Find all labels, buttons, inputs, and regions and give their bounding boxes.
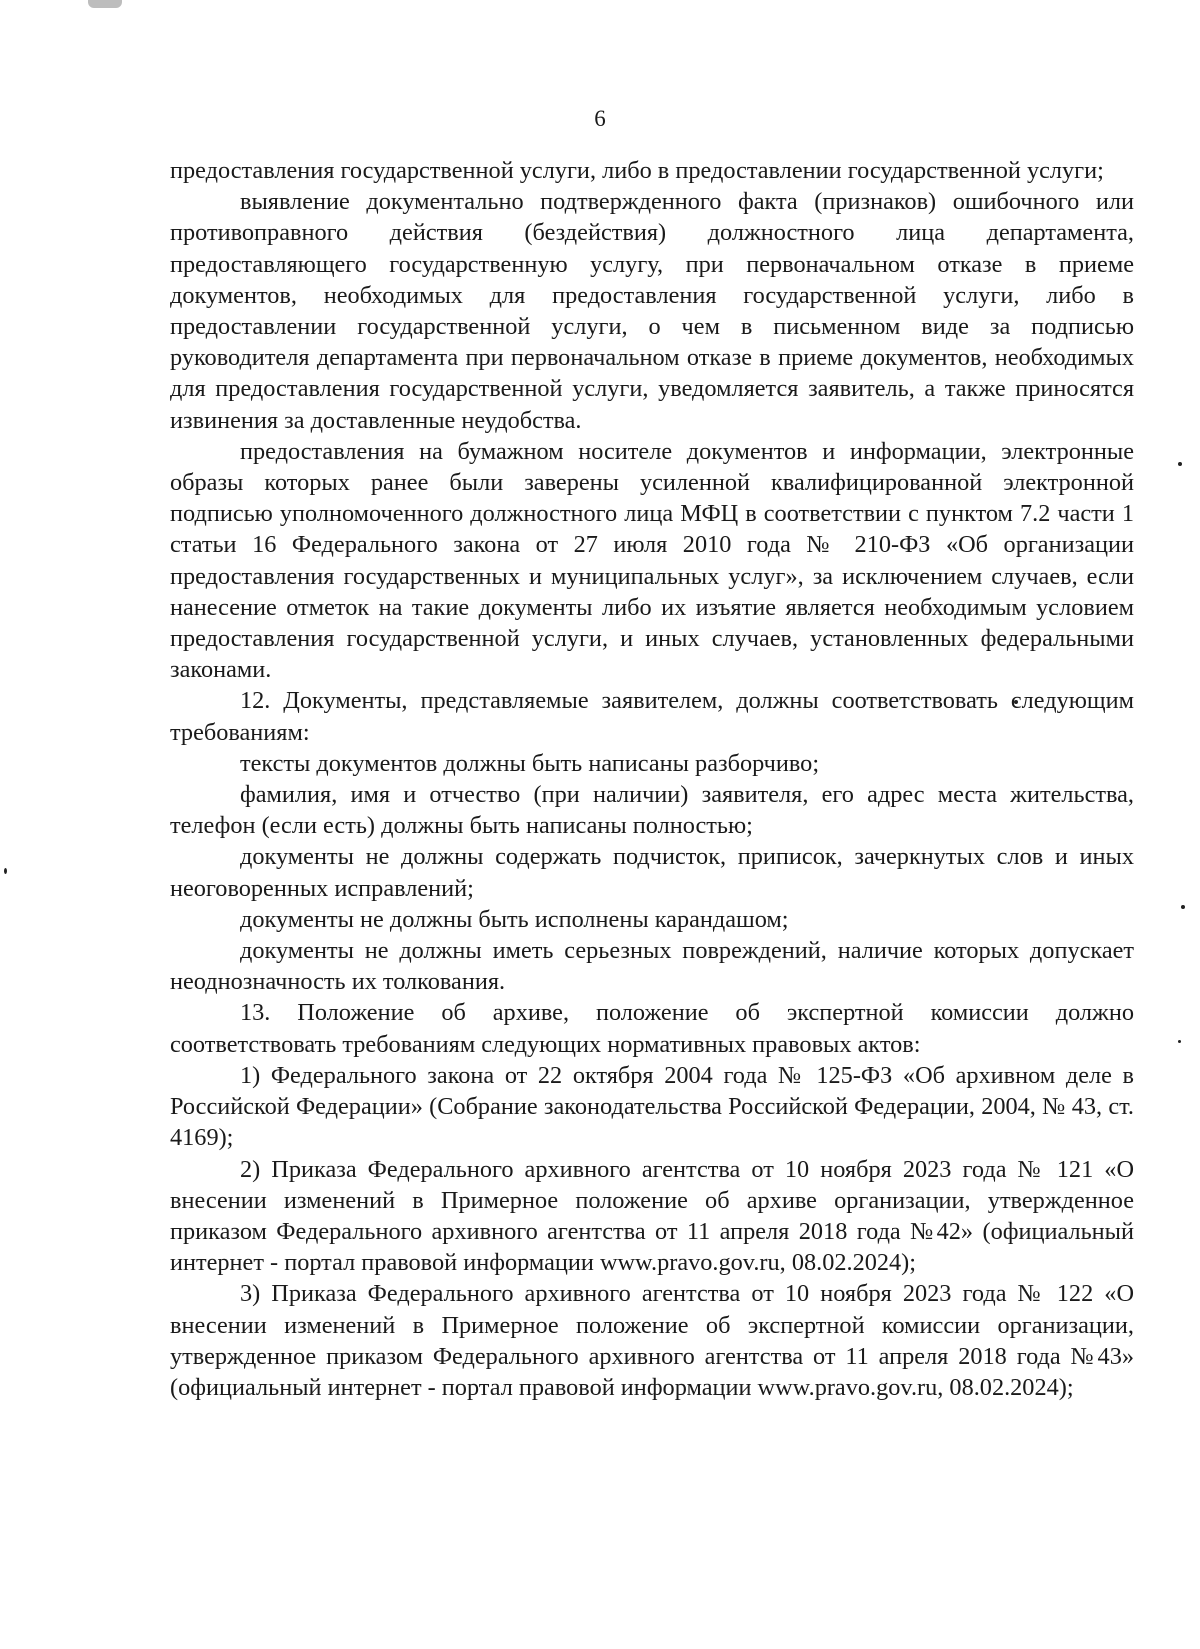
paragraph: документы не должны быть исполнены карандашом;	[240, 905, 789, 933]
paragraph: выявление документально подтвержденного факта (признаков) ошибочного или противоправного действия (бездействия) должностного лица департамента, предоставляющего государственную услугу, при первоначальном отказе в приеме документов, необходимых для предоставления государственной услуги, либо в предоставлении государственной услуги, о чем в письменном виде за подписью руководителя департамента при первоначальном отказе в приеме документов, необходимых для предоставления государственной услуги, уведомляется заявитель, а также приносятся извинения за доставленные неудобства.	[170, 188, 1134, 434]
paragraph: 12. Документы, представляемые заявителем, должны соответствовать следующим требованиям:	[170, 687, 1134, 746]
scan-speck	[1178, 462, 1182, 466]
paragraph: тексты документов должны быть написаны разборчиво;	[240, 749, 820, 777]
scan-speck	[1181, 905, 1185, 909]
paragraph: документы не должны содержать подчисток, приписок, зачеркнутых слов и иных неоговоренных исправлений;	[170, 843, 1134, 902]
document-body	[170, 155, 1134, 1403]
paragraph: документы не должны иметь серьезных повреждений, наличие которых допускает неоднозначность их толкования.	[170, 937, 1134, 996]
paragraph: 2) Приказа Федерального архивного агентства от 10 ноября 2023 года № 121 «О внесении изменений в Примерное положение об архиве организации, утвержденное приказом Федерального архивного агентства от 11 апреля 2018 года №42» (официальный интернет - портал правовой информации www.pravo.gov.ru, 08.02.2024);	[170, 1155, 1134, 1277]
paragraph: предоставления государственной услуги, либо в предоставлении государственной услуги;	[170, 157, 1104, 184]
paragraph: предоставления на бумажном носителе документов и информации, электронные образы которых ранее были заверены усиленной квалифицированной электронной подписью уполномоченного должностного лица МФЦ в соответствии с пунктом 7.2 части 1 статьи 16 Федерального закона от 27 июля 2010 года № 210-ФЗ «Об организации предоставления государственных и муниципальных услуг», за исключением случаев, если нанесение отметок на такие документы либо их изъятие является необходимым условием предоставления государственной услуги, и иных случаев, установленных федеральными законами.	[170, 437, 1134, 684]
paragraph: 3) Приказа Федерального архивного агентства от 10 ноября 2023 года № 122 «О внесении изменений в Примерное положение об экспертной комиссии организации, утвержденное приказом Федерального архивного агентства от 11 апреля 2018 года №43» (официальный интернет - портал правовой информации www.pravo.gov.ru, 08.02.2024);	[170, 1280, 1134, 1401]
page-number: 6	[594, 106, 606, 131]
scan-speck	[1178, 1040, 1181, 1043]
paragraph: 1) Федерального закона от 22 октября 2004 года № 125-ФЗ «Об архивном деле в Российской Федерации» (Собрание законодательства Российской Федерации, 2004, № 43, ст. 4169);	[170, 1061, 1134, 1152]
paragraph: фамилия, имя и отчество (при наличии) заявителя, его адрес места жительства, телефон (если есть) должны быть написаны полностью;	[170, 781, 1134, 840]
scan-speck	[4, 868, 7, 874]
paragraph: 13. Положение об архиве, положение об экспертной комиссии должно соответствовать требованиям следующих нормативных правовых актов:	[170, 999, 1134, 1058]
scan-artifact	[88, 0, 122, 8]
